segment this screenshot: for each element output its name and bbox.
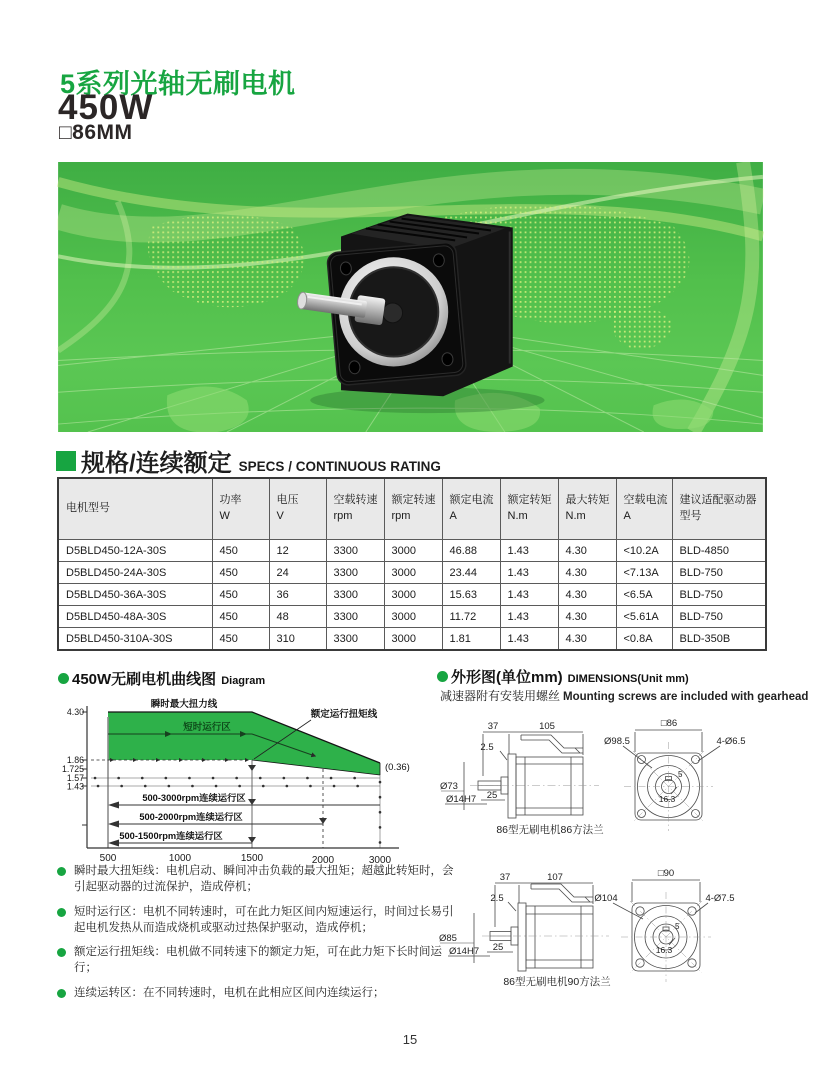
col-header-max-torque: 最大转矩 N.m bbox=[558, 478, 616, 540]
dim-label: 107 bbox=[547, 872, 563, 883]
chart-title: 450W无刷电机曲线图 Diagram bbox=[58, 668, 265, 689]
dimension-drawing-86-flange bbox=[437, 710, 817, 850]
table-row: D5BLD450-24A-30S 450 24 3300 3000 23.44 1.43 4.30 <7.13A BLD-750 bbox=[58, 562, 766, 584]
zone-1500-label: 500-1500rpm连续运行区 bbox=[119, 831, 223, 841]
bullet-icon bbox=[57, 948, 66, 957]
dim-label: □86 bbox=[660, 718, 678, 729]
drawing-caption: 86型无刷电机86方法兰 bbox=[496, 824, 604, 836]
cell-model: D5BLD450-24A-30S bbox=[58, 562, 212, 584]
x-tick-label: 1000 bbox=[168, 853, 192, 864]
dim-label: Ø85 bbox=[439, 933, 457, 944]
col-header-driver: 建议适配驱动器型号 bbox=[672, 478, 766, 540]
dim-label: Ø14H7 bbox=[446, 794, 477, 805]
dim-label: Ø98.5 bbox=[604, 736, 630, 747]
zone-3000-label: 500-3000rpm连续运行区 bbox=[142, 793, 246, 803]
dimension-drawing-90-flange bbox=[437, 853, 817, 1001]
bullet-icon bbox=[57, 908, 66, 917]
dim-label: 37 bbox=[499, 872, 511, 883]
table-header-row bbox=[58, 478, 766, 540]
specs-title-zh: 规格/连续额定 bbox=[81, 450, 232, 477]
dim-label: □90 bbox=[657, 868, 675, 879]
dim-label: 2.5 bbox=[490, 893, 504, 904]
dim-label: 4-Ø7.5 bbox=[705, 893, 735, 904]
note-text: 连续运转区：在不同转速时，电机在此相应区间内连续运行； bbox=[74, 987, 385, 1000]
bullet-icon bbox=[437, 671, 448, 682]
y-tick-label: 1.57 bbox=[66, 773, 84, 783]
table-row: D5BLD450-12A-30S 450 12 3300 3000 46.88 1.43 4.30 <10.2A BLD-4850 bbox=[58, 540, 766, 562]
dimensions-subtitle: 减速器附有安装用螺丝 Mounting screws are included with gearhead bbox=[440, 689, 809, 703]
col-header-noload-current: 空载电流 A bbox=[616, 478, 672, 540]
bullet-icon bbox=[58, 673, 69, 684]
notes-list bbox=[57, 864, 457, 1011]
table-row: D5BLD450-48A-30S 450 48 3300 3000 11.72 1.43 4.30 <5.61A BLD-750 bbox=[58, 606, 766, 628]
cell-model: D5BLD450-48A-30S bbox=[58, 606, 212, 628]
y-tick-label: 1.43 bbox=[66, 781, 84, 792]
table-row: D5BLD450-310A-30S 450 310 3300 3000 1.81 1.43 4.30 <0.8A BLD-350B bbox=[58, 628, 766, 651]
operating-region bbox=[108, 712, 380, 775]
dim-label: 16.3 bbox=[655, 945, 673, 955]
x-tick-label: 2000 bbox=[311, 855, 335, 866]
torque-curve-chart bbox=[55, 690, 435, 870]
col-header-noload-speed: 空载转速 rpm bbox=[326, 478, 384, 540]
bullet-icon bbox=[57, 867, 66, 876]
x-tick-label: 3000 bbox=[368, 855, 392, 866]
note-item bbox=[57, 945, 457, 977]
dim-label: 5 bbox=[678, 770, 683, 779]
note-item bbox=[57, 864, 457, 896]
note-item bbox=[57, 986, 457, 1002]
dim-label: 16.3 bbox=[658, 794, 676, 804]
note-text: 额定运行扭矩线：电机做不同转速下的额定力矩，可在此力矩下长时间运行； bbox=[74, 946, 442, 975]
dim-label: 2.5 bbox=[480, 742, 494, 753]
dim-label: 37 bbox=[487, 721, 499, 732]
page-number: 15 bbox=[402, 1032, 418, 1047]
col-header-rated-current: 额定电流 A bbox=[442, 478, 500, 540]
table-row: D5BLD450-36A-30S 450 36 3300 3000 15.63 1.43 4.30 <6.5A BLD-750 bbox=[58, 584, 766, 606]
y-tick-label: 1.86 bbox=[66, 755, 84, 765]
dim-label: Ø104 bbox=[594, 893, 618, 904]
x-tick-label: 1500 bbox=[240, 853, 264, 864]
dim-label: 105 bbox=[539, 721, 555, 732]
zone-2000-label: 500-2000rpm连续运行区 bbox=[139, 812, 243, 822]
dim-label: Ø73 bbox=[440, 781, 458, 792]
peak-line-label: 瞬时最大扭力线 bbox=[150, 699, 218, 710]
col-header-voltage: 电压 V bbox=[269, 478, 326, 540]
specs-title-en: SPECS / CONTINUOUS RATING bbox=[238, 459, 441, 474]
col-header-power: 功率 W bbox=[212, 478, 269, 540]
x-tick-label: 500 bbox=[99, 853, 117, 864]
page-title: 5系列光轴无刷电机 bbox=[60, 69, 296, 99]
section-square-icon bbox=[56, 451, 76, 471]
dim-label: 25 bbox=[492, 942, 504, 953]
col-header-rated-speed: 额定转速 rpm bbox=[384, 478, 442, 540]
end-value-label: (0.36) bbox=[385, 762, 410, 773]
hero-banner bbox=[57, 162, 764, 432]
col-header-model: 电机型号 bbox=[58, 478, 212, 540]
specs-heading bbox=[56, 443, 441, 478]
cell-model: D5BLD450-310A-30S bbox=[58, 628, 212, 651]
drawing-caption: 86型无刷电机90方法兰 bbox=[503, 976, 611, 988]
col-header-rated-torque: 额定转矩 N.m bbox=[500, 478, 558, 540]
motor-photo bbox=[57, 162, 764, 432]
y-tick-label: 4.30 bbox=[66, 707, 84, 717]
cell-model: D5BLD450-12A-30S bbox=[58, 540, 212, 562]
note-text: 短时运行区：电机不同转速时，可在此力矩区间内短速运行，时间过长易引起电机发热从而造成烧机或驱动过热保护驱动，造成停机； bbox=[74, 905, 454, 934]
y-tick-label: 1.725 bbox=[61, 764, 84, 774]
cell-model: D5BLD450-36A-30S bbox=[58, 584, 212, 606]
rated-line-label: 额定运行扭矩线 bbox=[310, 709, 378, 720]
short-zone-label: 短时运行区 bbox=[183, 722, 231, 733]
dim-label: 4-Ø6.5 bbox=[716, 736, 746, 747]
frame-size: □86MM bbox=[59, 121, 133, 144]
note-item bbox=[57, 905, 457, 937]
dimensions-heading: 外形图(单位mm) DIMENSIONS(Unit mm) bbox=[437, 666, 689, 687]
specs-table bbox=[57, 477, 767, 651]
dim-label: Ø14H7 bbox=[449, 946, 480, 957]
dim-label: 25 bbox=[486, 790, 498, 801]
power-rating: 450W bbox=[58, 88, 154, 127]
note-text: 瞬时最大扭矩线：电机启动、瞬间冲击负载的最大扭矩；超越此转矩时，会引起驱动器的过流保护，造成停机； bbox=[74, 865, 454, 893]
bullet-icon bbox=[57, 989, 66, 998]
dim-label: 5 bbox=[675, 922, 680, 931]
